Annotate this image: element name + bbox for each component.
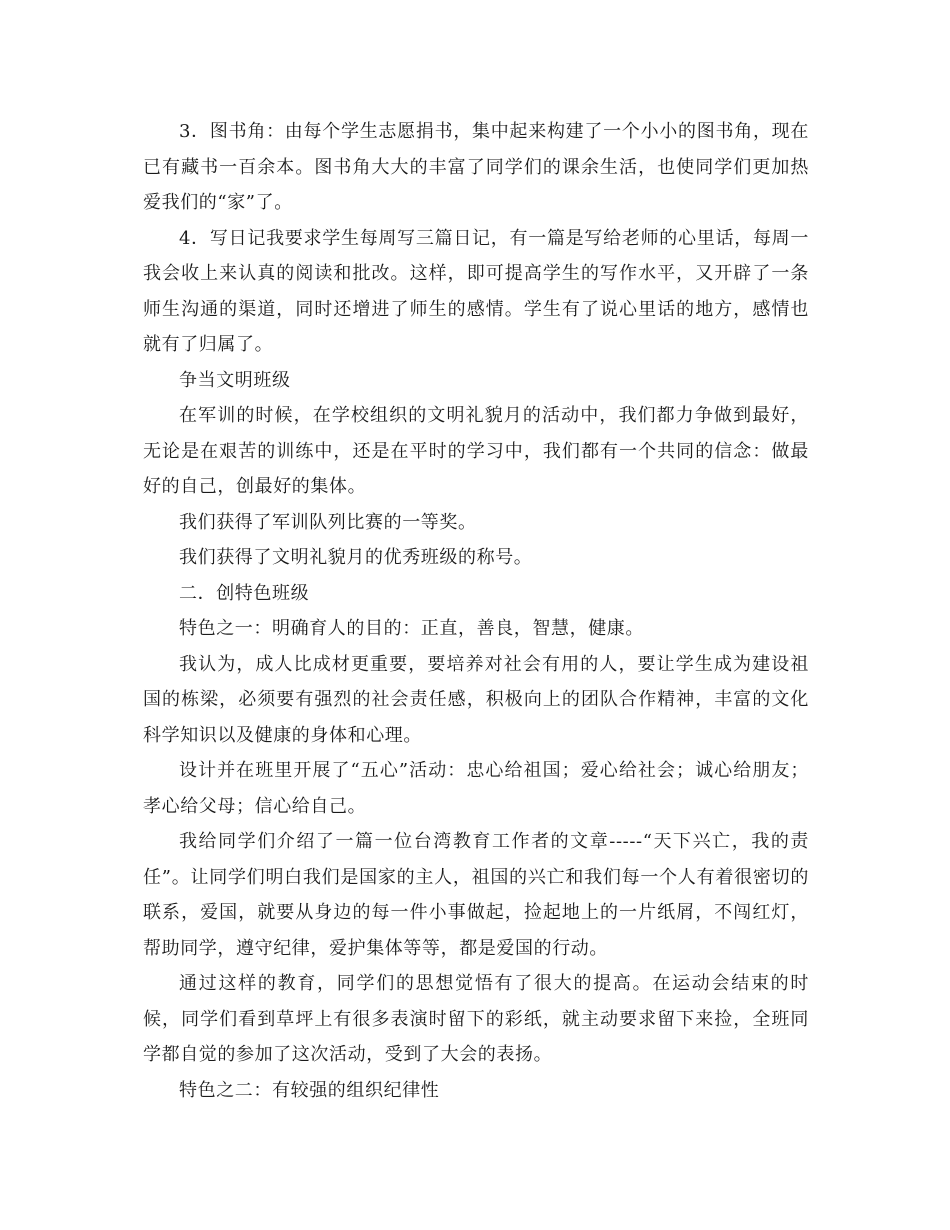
heading-special-class: 二．创特色班级	[179, 582, 310, 604]
paragraph-excellent-class: 我们获得了文明礼貌月的优秀班级的称号。	[179, 547, 533, 568]
paragraph-taiwan-article: 我给同学们介绍了一篇一位台湾教育工作者的文章-----“天下兴亡，我的责任”。让同学们明白我们是国家的主人，祖国的兴亡和我们每一个人有着很密切的联系，爱国，就要从身边的每一件小事做起，捡起地上的一片纸屑，不闯红灯，帮助同学，遵守纪律，爱护集体等等，都是爱国的行动。	[143, 831, 809, 959]
document-body	[143, 114, 809, 1108]
paragraph-education-view: 我认为，成人比成材更重要，要培养对社会有用的人，要让学生成为建设祖国的栋梁，必须要有强烈的社会责任感，积极向上的团队合作精神，丰富的文化科学知识以及健康的身体和心理。	[143, 653, 809, 746]
paragraph-first-prize: 我们获得了军训队列比赛的一等奖。	[179, 511, 477, 533]
heading-feature-two: 特色之二：有较强的组织纪律性	[179, 1079, 440, 1101]
paragraph-sports-meeting: 通过这样的教育，同学们的思想觉悟有了很大的提高。在运动会结束的时候，同学们看到草坪上有很多表演时留下的彩纸，就主动要求留下来捡，全班同学都自觉的参加了这次活动，受到了大会的表扬。	[143, 973, 809, 1065]
paragraph-diary: 4．写日记我要求学生每周写三篇日记，有一篇是写给老师的心里话，每周一我会收上来认真的阅读和批改。这样，即可提高学生的写作水平，又开辟了一条师生沟通的渠道，同时还增进了师生的感情。学生有了说心里话的地方，感情也就有了归属了。	[143, 227, 809, 355]
heading-feature-one: 特色之一：明确育人的目的：正直，善良，智慧，健康。	[179, 618, 644, 639]
heading-civilized-class: 争当文明班级	[179, 369, 291, 391]
paragraph-library-corner: 3．图书角：由每个学生志愿捐书，集中起来构建了一个小小的图书角，现在已有藏书一百余本。图书角大大的丰富了同学们的课余生活，也使同学们更加热爱我们的“家”了。	[143, 121, 809, 213]
paragraph-five-hearts: 设计并在班里开展了“五心”活动：忠心给祖国；爱心给社会；诚心给朋友；孝心给父母；信心给自己。	[143, 760, 809, 817]
paragraph-military-training: 在军训的时候，在学校组织的文明礼貌月的活动中，我们都力争做到最好，无论是在艰苦的训练中，还是在平时的学习中，我们都有一个共同的信念：做最好的自己，创最好的集体。	[143, 405, 809, 497]
